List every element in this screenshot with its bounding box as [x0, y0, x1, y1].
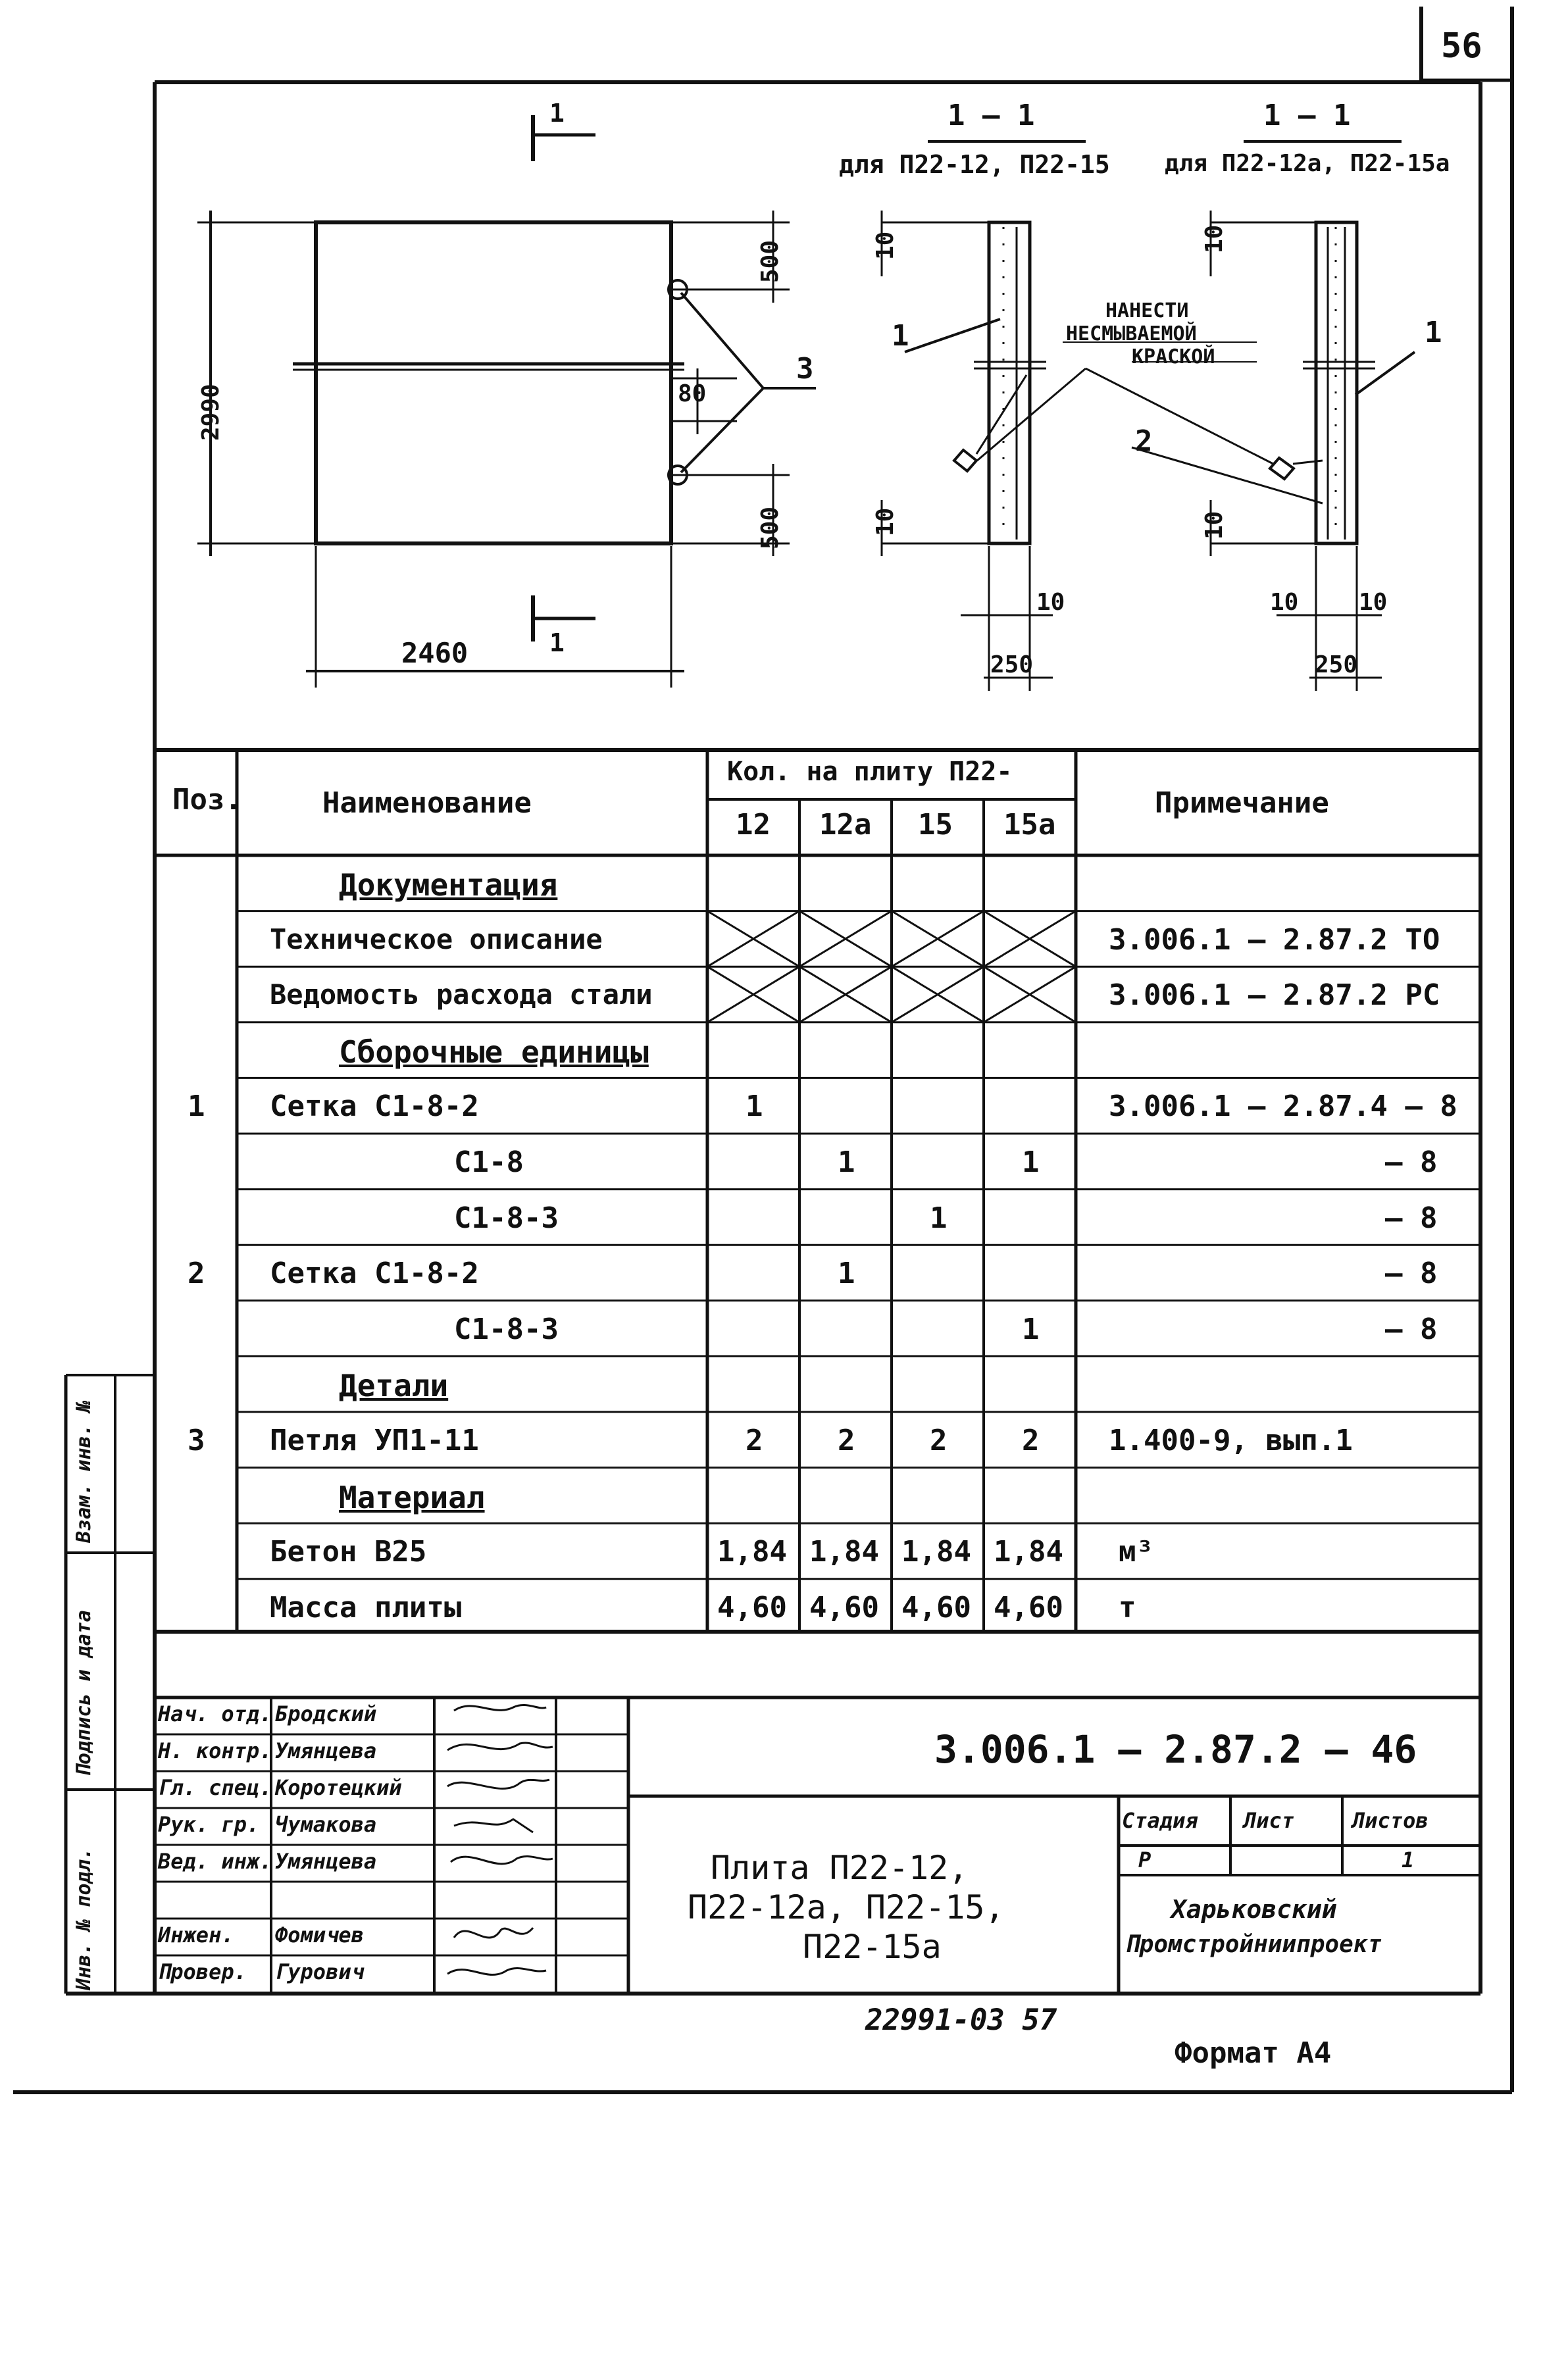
- footer-number: 22991-03 57: [865, 2003, 1057, 2037]
- stage-label: Стадия: [1122, 1808, 1198, 1833]
- role-label: Инжен.: [158, 1922, 234, 1947]
- row-name: С1-8-3: [454, 1312, 559, 1346]
- person-name: Бродский: [275, 1701, 377, 1726]
- row-qty: 1,84: [809, 1535, 879, 1569]
- note-line-3: КРАСКОЙ: [1132, 345, 1215, 368]
- document-code: 3.006.1 – 2.87.2 – 46: [934, 1727, 1417, 1772]
- row-name: Петля УП1-11: [270, 1424, 479, 1457]
- section-left-title: 1 – 1: [948, 99, 1035, 132]
- dim-10-g: 10: [1359, 589, 1388, 616]
- row-qty: 1,84: [994, 1535, 1063, 1569]
- role-label: Н. контр.: [158, 1738, 272, 1763]
- title-line-2: П22-12а, П22-15,: [688, 1888, 1005, 1926]
- header-qty-15: 15: [918, 808, 953, 842]
- plan-view: [197, 115, 816, 688]
- row-qty: 4,60: [901, 1590, 971, 1624]
- row-qty: 1: [1022, 1312, 1040, 1346]
- dim-10-d: 10: [1201, 511, 1228, 540]
- row-qty: 1,84: [901, 1535, 971, 1569]
- sheets-value: 1: [1402, 1847, 1415, 1872]
- sheet-label: Лист: [1244, 1808, 1295, 1833]
- dim-10-b: 10: [872, 507, 899, 536]
- dim-250-left: 250: [990, 651, 1034, 678]
- dim-10-c: 10: [1201, 224, 1228, 253]
- row-section-title: Детали: [339, 1368, 449, 1404]
- dim-500-top: 500: [757, 239, 784, 283]
- row-qty: 4,60: [994, 1590, 1063, 1624]
- person-name: Умянцева: [275, 1738, 377, 1763]
- title-line-3: П22-15а: [803, 1928, 942, 1966]
- row-note: м³: [1119, 1535, 1153, 1569]
- header-qty-group: Кол. на плиту П22-: [727, 757, 1013, 787]
- row-note: – 8: [1385, 1312, 1438, 1346]
- row-name: С1-8-3: [454, 1201, 559, 1235]
- dim-80: 80: [678, 380, 707, 407]
- org-line-2: Промстройниипроект: [1125, 1931, 1382, 1958]
- row-qty: 2: [746, 1424, 763, 1457]
- leader-1-left: 1: [892, 319, 909, 353]
- row-note: т: [1119, 1590, 1136, 1624]
- row-qty: 1: [930, 1201, 948, 1235]
- row-note: – 8: [1385, 1201, 1438, 1235]
- section-right-caption: для П22-12а, П22-15а: [1165, 150, 1450, 177]
- row-qty: 1: [838, 1257, 855, 1291]
- note-line-2: НЕСМЫВАЕМОЙ: [1066, 322, 1197, 345]
- row-qty: 2: [930, 1424, 948, 1457]
- row-name: Сетка С1-8-2: [270, 1257, 479, 1291]
- dim-500-bottom: 500: [757, 506, 784, 549]
- row-note: – 8: [1385, 1257, 1438, 1291]
- header-qty-12: 12: [736, 808, 771, 842]
- dim-width: 2460: [401, 637, 468, 669]
- row-qty: 1,84: [717, 1535, 787, 1569]
- row-name: Техническое описание: [270, 922, 603, 955]
- person-name: Умянцева: [275, 1849, 377, 1874]
- section-right: [977, 211, 1415, 691]
- dim-height: 2990: [197, 384, 224, 441]
- row-section-title: Документация: [339, 867, 558, 903]
- person-name: Коротецкий: [275, 1775, 402, 1800]
- row-section-title: Сборочные единицы: [339, 1034, 649, 1070]
- row-pos: 2: [188, 1257, 205, 1291]
- format-label: Формат А4: [1175, 2036, 1332, 2070]
- role-label: Нач. отд.: [158, 1701, 272, 1726]
- side-stamp-inv: Инв. № подл.: [72, 1847, 95, 1990]
- stage-value: Р: [1138, 1847, 1151, 1872]
- side-stamp-signature: Подпись и дата: [72, 1610, 95, 1776]
- leader-3: 3: [796, 352, 814, 386]
- row-name: Масса плиты: [270, 1590, 462, 1624]
- section-mark-top: 1: [549, 99, 565, 128]
- role-label: Провер.: [158, 1959, 247, 1984]
- row-qty: 1: [746, 1090, 763, 1124]
- dim-250-right: 250: [1315, 651, 1358, 678]
- row-name: С1-8: [454, 1145, 524, 1179]
- dim-10-f: 10: [1270, 589, 1299, 616]
- role-label: Вед. инж.: [158, 1849, 272, 1874]
- dim-10-e: 10: [1036, 589, 1065, 616]
- role-label: Гл. спец.: [158, 1775, 272, 1800]
- row-name: Сетка С1-8-2: [270, 1090, 479, 1124]
- row-note: – 8: [1385, 1145, 1438, 1179]
- org-line-1: Харьковский: [1171, 1895, 1337, 1924]
- row-note: 3.006.1 – 2.87.4 – 8: [1109, 1090, 1457, 1124]
- row-qty: 4,60: [809, 1590, 879, 1624]
- section-right-title: 1 – 1: [1263, 99, 1351, 132]
- role-label: Рук. гр.: [158, 1812, 260, 1837]
- note-line-1: НАНЕСТИ: [1105, 299, 1189, 322]
- section-left-caption: для П22-12, П22-15: [839, 150, 1110, 179]
- dim-10-a: 10: [872, 231, 899, 260]
- sheets-label: Листов: [1352, 1808, 1429, 1833]
- header-pos: Поз.: [172, 783, 242, 817]
- row-qty: 2: [838, 1424, 855, 1457]
- row-qty: 2: [1022, 1424, 1040, 1457]
- row-note: 3.006.1 – 2.87.2 РС: [1109, 978, 1440, 1013]
- row-pos: 1: [188, 1090, 205, 1124]
- person-name: Чумакова: [275, 1812, 377, 1837]
- section-mark-bottom: 1: [549, 628, 565, 657]
- row-qty: 4,60: [717, 1590, 787, 1624]
- row-name: Бетон В25: [270, 1535, 427, 1569]
- row-section-title: Материал: [339, 1479, 485, 1515]
- person-name: Фомичев: [275, 1922, 364, 1947]
- row-qty: 1: [1022, 1145, 1040, 1179]
- row-note: 1.400-9, вып.1: [1109, 1424, 1353, 1457]
- leader-2: 2: [1135, 424, 1153, 458]
- title-line-1: Плита П22-12,: [711, 1849, 969, 1887]
- section-left: [882, 211, 1053, 691]
- header-qty-12a: 12а: [819, 808, 872, 842]
- row-note: 3.006.1 – 2.87.2 ТО: [1109, 922, 1440, 957]
- signatures: [447, 1705, 553, 1974]
- header-name: Наименование: [322, 786, 532, 820]
- row-qty: 1: [838, 1145, 855, 1179]
- person-name: Гурович: [275, 1959, 364, 1984]
- header-note: Примечание: [1155, 786, 1329, 820]
- row-pos: 3: [188, 1424, 205, 1457]
- leader-1-right: 1: [1425, 316, 1442, 349]
- header-qty-15a: 15а: [1003, 808, 1056, 842]
- side-stamp-replace: Взам. инв. №: [72, 1400, 95, 1543]
- row-name: Ведомость расхода стали: [270, 978, 653, 1011]
- sheet-number: 56: [1441, 26, 1482, 66]
